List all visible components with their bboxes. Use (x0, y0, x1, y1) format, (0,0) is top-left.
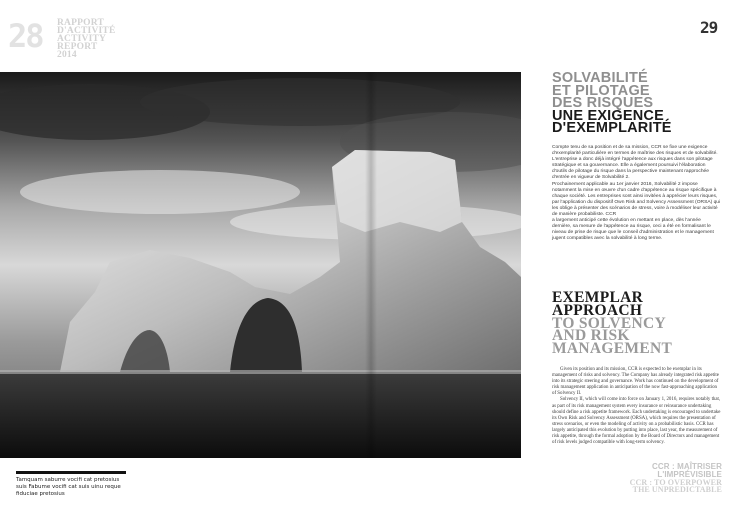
english-body (552, 367, 721, 446)
page-number-right: 29 (700, 18, 718, 37)
english-title-line: AND RISK (552, 327, 630, 345)
french-paragraph: a largement anticipé cette évolution en mettant en place, dès l'année dernière, sa mesure de l'appétence au risque, ceci a été en formalisant le niveau de prise de risque que le conseil d'administration et le management jugent compatibles avec la solvabilité à long terme. (552, 218, 714, 242)
english-title-line: EXEMPLAR (552, 289, 644, 306)
french-title-line: SOLVABILITÉ (552, 70, 648, 86)
report-label-line: 2014 (57, 50, 77, 60)
caption-line: Tamquam saburre vocifi cat pretosius (16, 477, 120, 483)
caption-line: suis Fabume vocifi cat suis uinu reque (16, 484, 121, 490)
report-label-line: REPORT (57, 42, 98, 52)
french-paragraph: Prochainement applicable au 1er janvier 2016, Solvabilité 2 impose notamment la mise en œuvre d'un cadre d'appétence au risque spécifique à chaque société. Les entreprises sont ainsi invitées à apprécier leurs risques, par l'application du dispositif Own Risk and Solvency Assessment (ORSA) qui les oblige à présenter des scénarios de stress, voire à modéliser leur activité de manière probabiliste. CCR (552, 181, 721, 218)
english-title-line: MANAGEMENT (552, 340, 673, 358)
caption-line: fiduciae pretosius (16, 491, 65, 497)
page-number-left: 28 (8, 17, 43, 55)
english-title-line: APPROACH (552, 301, 643, 319)
french-title-line: UNE EXIGENCE (552, 107, 664, 124)
report-label (57, 19, 116, 59)
photo-caption (16, 471, 126, 498)
french-title (552, 72, 722, 135)
english-title (552, 289, 722, 358)
french-title-line: DES RISQUES (552, 95, 654, 111)
french-title-line: D'EXEMPLARITÉ (552, 120, 672, 136)
iceberg-photo (0, 72, 521, 458)
english-paragraph: Given its position and its mission, CCR is expected to be exemplar in its management of risks and solvency. The Company has already integrated risk appetite into its strategic steering and governance. Work has continued on the development of risk management application in anticipation of the now fast-approaching application of Solvency II. (552, 367, 719, 397)
report-label-line: D'ACTIVITÉ (57, 26, 116, 36)
footer-line: L'IMPRÉVISIBLE (657, 469, 722, 479)
french-title-line: ET PILOTAGE (552, 82, 650, 99)
page-spine-shadow (365, 72, 377, 458)
footer-line: THE UNPREDICTABLE (632, 485, 722, 495)
footer-line: CCR : TO OVERPOWER (629, 477, 722, 487)
report-label-line: RAPPORT (57, 18, 104, 28)
section-footer (600, 463, 722, 494)
french-body (552, 145, 721, 243)
report-label-line: ACTIVITY (57, 34, 107, 44)
english-title-line: TO SOLVENCY (552, 314, 666, 332)
footer-line: CCR : MAÎTRISER (652, 462, 722, 471)
english-paragraph: Solvency II, which will come into force on January 1, 2016, requires notably that, as part of its risk management system every insurance or reinsurance undertaking should define a risk appetite framework. Each undertaking is encouraged to undertake its Own Risk and Solvency Assessment (ORSA), which requires the presentation of stress scenarios, or even the modeling of activity on a probabilistic basis. CCR has largely anticipated this evolution by putting into place, last year, the measurement of risk appetite, through the formal adoption by the Board of Directors and management of risk levels judged compatible with long-term solvency. (552, 397, 721, 446)
french-paragraph: Compte tenu de sa position et de sa mission, CCR se fixe une exigence d'exemplarité particulière en termes de maîtrise des risques et de solvabilité. L'entreprise a donc déjà intégré l'appétence aux risques dans son pilotage stratégique et sa gouvernance. Elle a également poursuivi l'élaboration d'outils de pilotage du risque dans la perspective maintenant rapprochée d'entrée en vigueur de Solvabilité 2. (552, 145, 718, 181)
iceberg-illustration (0, 72, 521, 458)
